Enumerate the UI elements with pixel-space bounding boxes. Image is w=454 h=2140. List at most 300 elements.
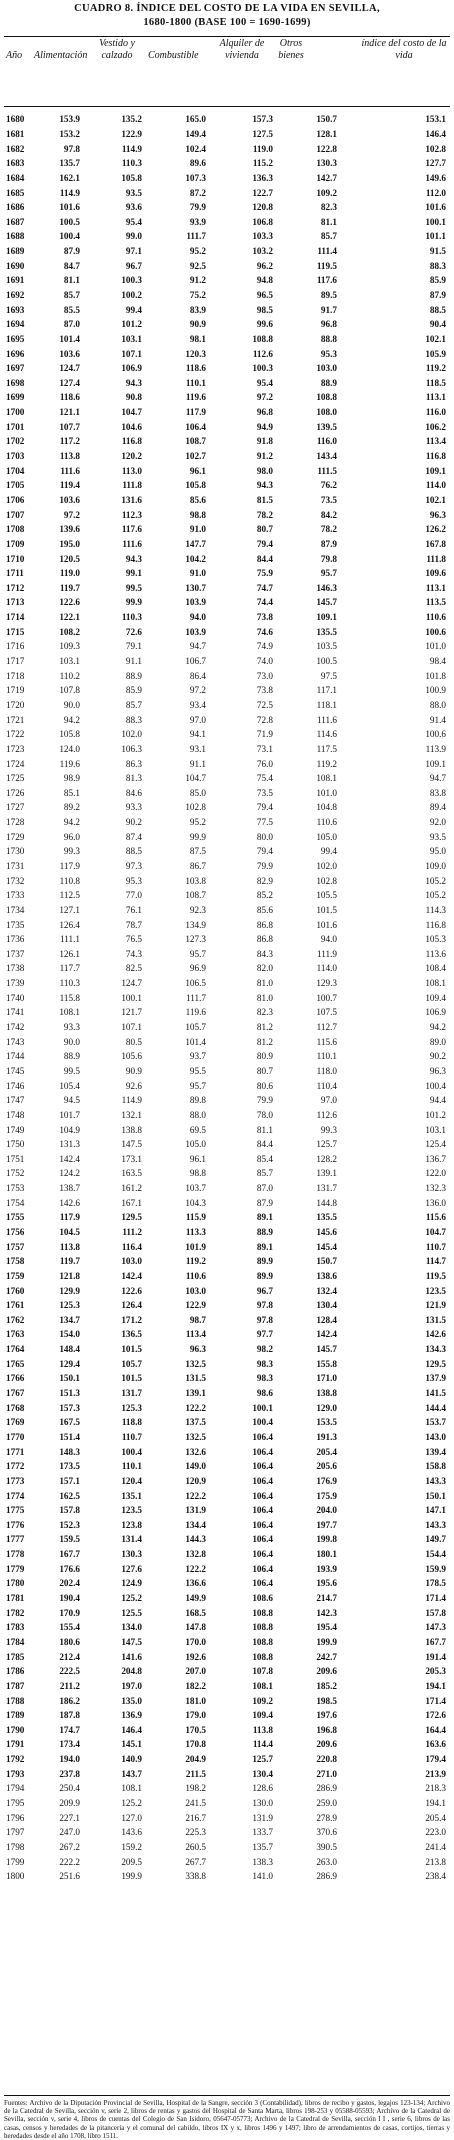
year-cell: 1693 — [6, 304, 25, 315]
housing-cell: 74.9 — [256, 641, 273, 652]
year-cell: 1777 — [6, 1534, 25, 1545]
food-cell: 103.6 — [59, 494, 80, 505]
other-cell: 99.3 — [320, 1124, 337, 1135]
food-cell: 134.7 — [59, 1314, 80, 1325]
total-cell: 171.4 — [425, 1593, 446, 1604]
fuel-cell: 96.9 — [189, 963, 206, 974]
total-cell: 94.2 — [429, 1022, 446, 1033]
food-cell: 122.1 — [59, 612, 80, 623]
total-cell: 137.9 — [425, 1373, 446, 1384]
total-cell: 136.7 — [425, 1153, 446, 1164]
total-cell: 127.7 — [425, 158, 446, 169]
year-cell: 1751 — [6, 1153, 25, 1164]
fuel-cell: 131.9 — [185, 1505, 206, 1516]
food-cell: 85.5 — [63, 304, 80, 315]
other-cell: 97.0 — [320, 1095, 337, 1106]
housing-cell: 81.0 — [256, 992, 273, 1003]
clothing-cell: 116.4 — [121, 1241, 142, 1252]
total-cell: 102.1 — [425, 333, 446, 344]
table-row — [4, 361, 450, 376]
year-cell: 1695 — [6, 333, 25, 344]
clothing-cell: 123.5 — [121, 1505, 142, 1516]
food-cell: 117.2 — [59, 436, 80, 447]
food-cell: 89.2 — [63, 802, 80, 813]
food-cell: 152.3 — [59, 1519, 80, 1530]
fuel-cell: 168.5 — [185, 1607, 206, 1618]
year-cell: 1717 — [6, 656, 25, 667]
header-clothing: Vestido y calzado — [99, 38, 135, 61]
fuel-cell: 181.0 — [185, 1695, 206, 1706]
fuel-cell: 117.9 — [185, 407, 206, 418]
housing-cell: 98.3 — [256, 1358, 273, 1369]
clothing-cell: 78.7 — [125, 919, 142, 930]
housing-cell: 135.7 — [252, 1841, 273, 1852]
other-cell: 142.7 — [316, 172, 337, 183]
total-cell: 113.6 — [425, 948, 446, 959]
housing-cell: 73.0 — [256, 670, 273, 681]
other-cell: 145.4 — [316, 1241, 337, 1252]
fuel-cell: 101.4 — [185, 1036, 206, 1047]
other-cell: 171.0 — [316, 1373, 337, 1384]
other-cell: 111.4 — [317, 246, 337, 257]
clothing-cell: 107.1 — [121, 1022, 142, 1033]
clothing-cell: 99.9 — [125, 597, 142, 608]
table-row — [4, 1078, 450, 1093]
food-cell: 119.4 — [59, 480, 80, 491]
table-row — [4, 654, 450, 669]
table-row — [4, 551, 450, 566]
table-row — [4, 1561, 450, 1576]
total-cell: 172.6 — [425, 1710, 446, 1721]
other-cell: 111.9 — [317, 948, 337, 959]
fuel-cell: 127.3 — [185, 934, 206, 945]
clothing-cell: 125.2 — [121, 1797, 142, 1808]
housing-cell: 100.1 — [252, 1402, 273, 1413]
clothing-cell: 140.9 — [121, 1754, 142, 1765]
other-cell: 198.5 — [316, 1695, 337, 1706]
year-cell: 1741 — [6, 1007, 25, 1018]
food-cell: 180.6 — [59, 1636, 80, 1647]
clothing-cell: 85.9 — [125, 685, 142, 696]
year-cell: 1732 — [6, 875, 25, 886]
year-cell: 1742 — [6, 1022, 25, 1033]
table-row — [4, 507, 450, 522]
clothing-cell: 97.3 — [125, 860, 142, 871]
other-cell: 108.8 — [316, 392, 337, 403]
other-cell: 96.8 — [320, 319, 337, 330]
table-row — [4, 1635, 450, 1650]
year-cell: 1795 — [6, 1797, 25, 1808]
other-cell: 129.0 — [316, 1402, 337, 1413]
clothing-cell: 145.1 — [121, 1739, 142, 1750]
fuel-cell: 95.7 — [189, 1080, 206, 1091]
food-cell: 101.7 — [59, 1109, 80, 1120]
food-cell: 124.2 — [59, 1168, 80, 1179]
food-cell: 119.0 — [59, 568, 80, 579]
clothing-cell: 77.0 — [125, 890, 142, 901]
column-headers — [4, 38, 450, 110]
clothing-cell: 88.9 — [125, 670, 142, 681]
other-cell: 99.4 — [320, 846, 337, 857]
total-cell: 101.6 — [425, 202, 446, 213]
housing-cell: 81.2 — [256, 1036, 273, 1047]
food-cell: 129.9 — [59, 1285, 80, 1296]
year-cell: 1715 — [6, 626, 25, 637]
total-cell: 194.1 — [425, 1797, 446, 1808]
housing-cell: 79.4 — [256, 802, 273, 813]
table-row — [4, 1488, 450, 1503]
fuel-cell: 103.0 — [185, 1285, 206, 1296]
housing-cell: 77.5 — [256, 817, 273, 828]
food-cell: 173.5 — [59, 1461, 80, 1472]
fuel-cell: 110.1 — [185, 377, 206, 388]
total-cell: 121.9 — [425, 1300, 446, 1311]
other-cell: 191.3 — [316, 1431, 337, 1442]
food-cell: 142.4 — [59, 1153, 80, 1164]
other-cell: 209.6 — [316, 1666, 337, 1677]
housing-cell: 78.2 — [256, 509, 273, 520]
housing-cell: 79.9 — [256, 1095, 273, 1106]
table-row — [4, 1005, 450, 1020]
total-cell: 147.1 — [425, 1505, 446, 1516]
clothing-cell: 110.7 — [121, 1431, 142, 1442]
fuel-cell: 95.7 — [189, 948, 206, 959]
clothing-cell: 143.7 — [121, 1768, 142, 1779]
table-row — [4, 1708, 450, 1723]
year-cell: 1764 — [6, 1344, 25, 1355]
housing-cell: 96.2 — [256, 260, 273, 271]
table-row — [4, 771, 450, 786]
total-cell: 159.9 — [425, 1563, 446, 1574]
fuel-cell: 131.5 — [185, 1373, 206, 1384]
food-cell: 94.5 — [63, 1095, 80, 1106]
other-cell: 94.0 — [320, 934, 337, 945]
fuel-cell: 225.3 — [185, 1827, 206, 1838]
year-cell: 1782 — [6, 1607, 25, 1618]
total-cell: 119.5 — [425, 1270, 446, 1281]
year-cell: 1784 — [6, 1636, 25, 1647]
clothing-cell: 161.2 — [121, 1183, 142, 1194]
total-cell: 178.5 — [425, 1578, 446, 1589]
clothing-cell: 204.8 — [121, 1666, 142, 1677]
table-row — [4, 522, 450, 537]
housing-cell: 80.0 — [256, 831, 273, 842]
year-cell: 1746 — [6, 1080, 25, 1091]
housing-cell: 99.6 — [256, 319, 273, 330]
year-cell: 1698 — [6, 377, 25, 388]
table-row — [4, 1400, 450, 1415]
fuel-cell: 99.9 — [189, 831, 206, 842]
clothing-cell: 100.4 — [121, 1446, 142, 1457]
other-cell: 199.8 — [316, 1534, 337, 1545]
total-cell: 90.2 — [429, 1051, 446, 1062]
other-cell: 205.4 — [316, 1446, 337, 1457]
housing-cell: 75.9 — [256, 568, 273, 579]
housing-cell: 86.8 — [256, 919, 273, 930]
housing-cell: 131.9 — [252, 1812, 273, 1823]
total-cell: 102.1 — [425, 494, 446, 505]
food-cell: 251.6 — [59, 1871, 80, 1882]
year-cell: 1793 — [6, 1768, 25, 1779]
clothing-cell: 147.5 — [121, 1139, 142, 1150]
housing-cell: 98.6 — [256, 1388, 273, 1399]
table-row — [4, 332, 450, 347]
fuel-cell: 182.2 — [185, 1680, 206, 1691]
total-cell: 150.1 — [425, 1490, 446, 1501]
other-cell: 199.9 — [316, 1636, 337, 1647]
clothing-cell: 199.9 — [121, 1871, 142, 1882]
total-cell: 153.1 — [425, 114, 446, 125]
clothing-cell: 135.1 — [121, 1490, 142, 1501]
clothing-cell: 107.1 — [121, 348, 142, 359]
total-cell: 92.0 — [429, 817, 446, 828]
year-cell: 1700 — [6, 407, 25, 418]
year-cell: 1714 — [6, 612, 25, 623]
fuel-cell: 260.5 — [185, 1841, 206, 1852]
total-cell: 105.9 — [425, 348, 446, 359]
clothing-cell: 112.3 — [121, 509, 142, 520]
table-row — [4, 668, 450, 683]
total-cell: 241.4 — [425, 1841, 446, 1852]
total-cell: 90.4 — [429, 319, 446, 330]
clothing-cell: 173.1 — [121, 1153, 142, 1164]
table-row — [4, 229, 450, 244]
other-cell: 143.4 — [316, 451, 337, 462]
clothing-cell: 171.2 — [121, 1314, 142, 1325]
year-cell: 1697 — [6, 363, 25, 374]
housing-cell: 106.4 — [252, 1490, 273, 1501]
housing-cell: 82.0 — [256, 963, 273, 974]
other-cell: 81.1 — [320, 216, 337, 227]
year-cell: 1692 — [6, 290, 25, 300]
year-cell: 1733 — [6, 890, 25, 901]
food-cell: 118.6 — [59, 392, 80, 403]
clothing-cell: 74.3 — [125, 948, 142, 959]
year-cell: 1774 — [6, 1490, 25, 1501]
housing-cell: 130.4 — [252, 1768, 273, 1779]
total-cell: 101.2 — [425, 1109, 446, 1120]
other-cell: 116.0 — [316, 436, 337, 447]
food-cell: 127.1 — [59, 904, 80, 915]
food-cell: 222.2 — [59, 1856, 80, 1867]
housing-cell: 106.4 — [252, 1549, 273, 1560]
total-cell: 218.3 — [425, 1783, 446, 1794]
total-cell: 153.7 — [425, 1417, 446, 1428]
year-cell: 1689 — [6, 246, 25, 257]
housing-cell: 106.4 — [252, 1446, 273, 1457]
year-cell: 1683 — [6, 158, 25, 169]
clothing-cell: 116.8 — [121, 436, 142, 447]
table-body — [4, 112, 450, 1884]
other-cell: 176.9 — [316, 1475, 337, 1486]
housing-cell: 109.2 — [252, 1695, 273, 1706]
clothing-cell: 120.2 — [121, 451, 142, 462]
clothing-cell: 163.5 — [121, 1168, 142, 1179]
table-row — [4, 1825, 450, 1840]
table-row — [4, 683, 450, 698]
fuel-cell: 122.2 — [185, 1490, 206, 1501]
food-cell: 113.8 — [59, 451, 80, 462]
other-cell: 104.8 — [316, 802, 337, 813]
housing-cell: 112.6 — [252, 348, 273, 359]
year-cell: 1763 — [6, 1329, 25, 1340]
other-cell: 220.8 — [316, 1754, 337, 1765]
other-cell: 130.4 — [316, 1300, 337, 1311]
year-cell: 1756 — [6, 1227, 25, 1237]
clothing-cell: 99.0 — [125, 231, 142, 242]
food-cell: 117.7 — [59, 963, 80, 974]
food-cell: 87.0 — [63, 319, 80, 330]
food-cell: 157.1 — [59, 1475, 80, 1486]
year-cell: 1798 — [6, 1841, 25, 1852]
fuel-cell: 89.8 — [189, 1095, 206, 1106]
clothing-cell: 94.3 — [125, 553, 142, 564]
year-cell: 1789 — [6, 1710, 25, 1721]
other-cell: 193.9 — [316, 1563, 337, 1574]
other-cell: 101.6 — [316, 919, 337, 930]
housing-cell: 133.7 — [252, 1827, 273, 1838]
table-row — [4, 698, 450, 713]
clothing-cell: 80.5 — [125, 1036, 142, 1047]
fuel-cell: 93.7 — [189, 1051, 206, 1062]
total-cell: 101.8 — [425, 670, 446, 681]
housing-cell: 100.4 — [252, 1417, 273, 1428]
year-cell: 1768 — [6, 1402, 25, 1413]
housing-cell: 100.3 — [252, 363, 273, 374]
housing-cell: 97.2 — [256, 392, 273, 403]
fuel-cell: 98.1 — [189, 333, 206, 344]
year-cell: 1752 — [6, 1168, 25, 1179]
year-cell: 1724 — [6, 758, 25, 769]
total-cell: 122.0 — [425, 1168, 446, 1179]
food-cell: 148.4 — [59, 1344, 80, 1355]
year-cell: 1739 — [6, 978, 25, 989]
food-cell: 85.7 — [63, 290, 80, 300]
food-cell: 162.5 — [59, 1490, 80, 1501]
year-cell: 1797 — [6, 1827, 25, 1838]
housing-cell: 106.8 — [252, 216, 273, 227]
food-cell: 153.2 — [59, 128, 80, 139]
year-cell: 1727 — [6, 802, 25, 813]
housing-cell: 74.0 — [256, 656, 273, 667]
other-cell: 85.7 — [320, 231, 337, 242]
other-cell: 131.7 — [316, 1183, 337, 1194]
total-cell: 106.9 — [425, 1007, 446, 1018]
total-cell: 109.1 — [425, 758, 446, 769]
table-row — [4, 390, 450, 405]
housing-cell: 127.5 — [252, 128, 273, 139]
table-row — [4, 214, 450, 229]
fuel-cell: 103.8 — [185, 875, 206, 886]
other-cell: 128.4 — [316, 1314, 337, 1325]
year-cell: 1734 — [6, 904, 25, 915]
housing-cell: 113.8 — [252, 1724, 273, 1735]
total-cell: 95.0 — [429, 846, 446, 857]
year-cell: 1738 — [6, 963, 25, 974]
other-cell: 114.0 — [316, 963, 337, 974]
housing-cell: 108.8 — [252, 1622, 273, 1633]
clothing-cell: 91.1 — [125, 656, 142, 667]
food-cell: 173.4 — [59, 1739, 80, 1750]
clothing-cell: 129.5 — [121, 1212, 142, 1223]
food-cell: 87.9 — [63, 246, 80, 257]
food-cell: 110.2 — [59, 670, 80, 681]
total-cell: 98.4 — [429, 656, 446, 667]
other-cell: 155.8 — [316, 1358, 337, 1369]
year-cell: 1745 — [6, 1065, 25, 1076]
table-row — [4, 1298, 450, 1313]
food-cell: 112.5 — [59, 890, 80, 901]
food-cell: 167.7 — [59, 1549, 80, 1560]
fuel-cell: 144.3 — [185, 1534, 206, 1545]
year-cell: 1711 — [6, 568, 24, 579]
food-cell: 127.4 — [59, 377, 80, 388]
housing-cell: 95.4 — [256, 377, 273, 388]
total-cell: 106.2 — [425, 421, 446, 432]
food-cell: 250.4 — [59, 1783, 80, 1794]
total-cell: 114.3 — [425, 904, 446, 915]
food-cell: 125.3 — [59, 1300, 80, 1311]
total-cell: 116.8 — [425, 451, 446, 462]
year-cell: 1690 — [6, 260, 25, 271]
housing-cell: 157.3 — [252, 114, 273, 125]
clothing-cell: 135.0 — [121, 1695, 142, 1706]
year-cell: 1766 — [6, 1373, 25, 1384]
housing-cell: 106.4 — [252, 1578, 273, 1589]
clothing-cell: 95.3 — [125, 875, 142, 886]
table-row — [4, 1547, 450, 1562]
food-cell: 121.8 — [59, 1270, 80, 1281]
housing-cell: 73.5 — [256, 787, 273, 798]
year-cell: 1725 — [6, 773, 25, 784]
fuel-cell: 119.6 — [185, 392, 206, 403]
housing-cell: 94.3 — [256, 480, 273, 491]
table-row — [4, 1766, 450, 1781]
table-row — [4, 727, 450, 742]
table-row — [4, 1064, 450, 1079]
year-cell: 1721 — [6, 714, 25, 725]
total-cell: 167.8 — [425, 538, 446, 549]
other-cell: 107.5 — [316, 1007, 337, 1018]
total-cell: 109.1 — [425, 465, 446, 476]
year-cell: 1750 — [6, 1139, 25, 1150]
food-cell: 105.8 — [59, 729, 80, 740]
table-row — [4, 873, 450, 888]
food-cell: 142.6 — [59, 1197, 80, 1208]
housing-cell: 81.2 — [256, 1022, 273, 1033]
total-cell: 123.5 — [425, 1285, 446, 1296]
table-row — [4, 990, 450, 1005]
table-row — [4, 1474, 450, 1489]
year-cell: 1712 — [6, 582, 25, 593]
food-cell: 108.2 — [59, 626, 80, 637]
food-cell: 119.7 — [59, 1256, 80, 1267]
housing-cell: 84.4 — [256, 553, 273, 564]
other-cell: 87.9 — [320, 538, 337, 549]
total-cell: 157.8 — [425, 1607, 446, 1618]
fuel-cell: 149.0 — [185, 1461, 206, 1472]
year-cell: 1773 — [6, 1475, 25, 1486]
fuel-cell: 139.1 — [185, 1388, 206, 1399]
housing-cell: 128.6 — [252, 1783, 273, 1794]
fuel-cell: 91.0 — [189, 568, 206, 579]
fuel-cell: 108.7 — [185, 436, 206, 447]
housing-cell: 89.9 — [256, 1256, 273, 1267]
housing-cell: 80.6 — [256, 1080, 273, 1091]
housing-cell: 79.4 — [256, 846, 273, 857]
year-cell: 1753 — [6, 1183, 25, 1194]
cost-of-living-table — [4, 112, 450, 1884]
